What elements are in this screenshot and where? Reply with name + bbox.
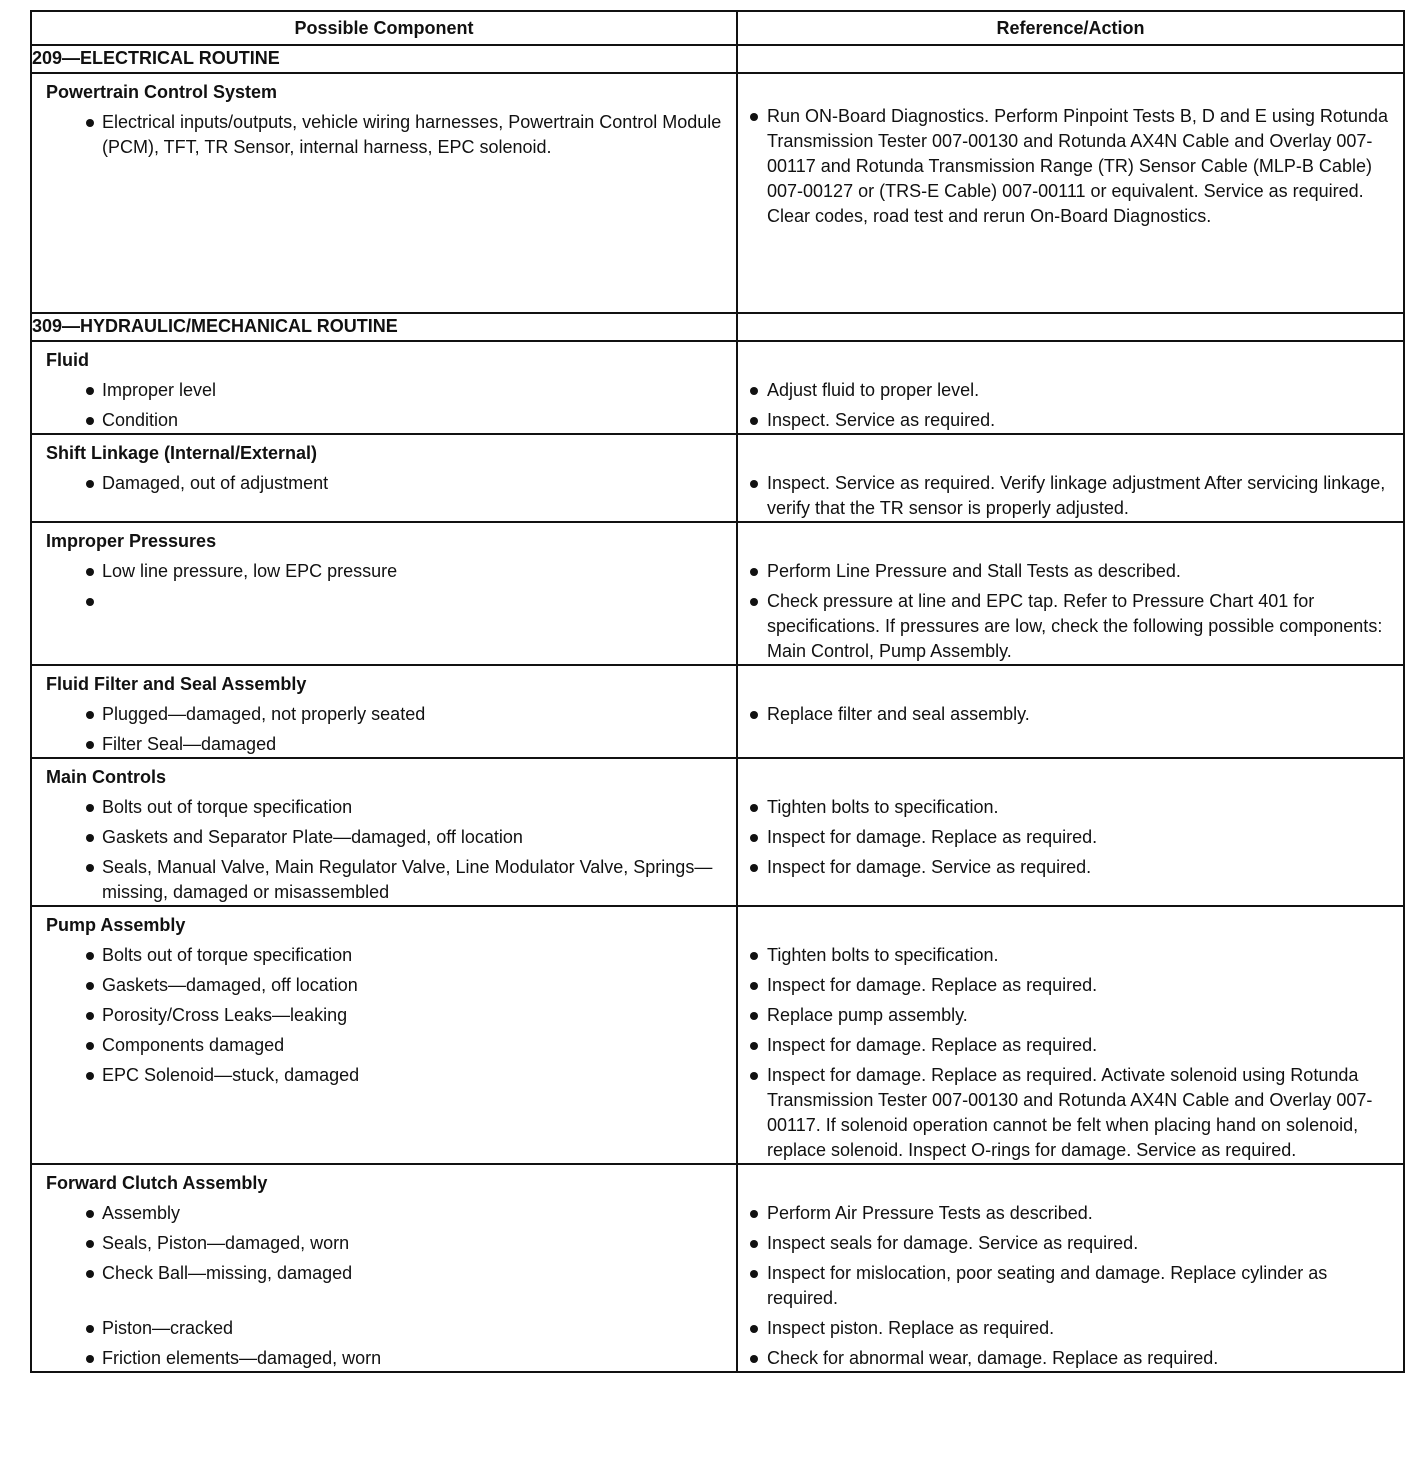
header-row bbox=[31, 11, 1404, 45]
group-title: Shift Linkage (Internal/External) bbox=[46, 443, 318, 463]
action-item: Inspect for mislocation, poor seating and damage. Replace cylinder as required. bbox=[750, 1261, 1403, 1311]
component-cell bbox=[31, 73, 737, 313]
action-cell bbox=[737, 341, 1404, 434]
action-item: Tighten bolts to specification. bbox=[750, 795, 1403, 820]
component-list bbox=[32, 1201, 736, 1371]
group-row-fluid bbox=[31, 341, 1404, 434]
action-item: Replace filter and seal assembly. bbox=[750, 702, 1403, 727]
component-item: Check Ball—missing, damaged bbox=[86, 1261, 736, 1286]
component-item: Porosity/Cross Leaks—leaking bbox=[86, 1003, 736, 1028]
component-item: Assembly bbox=[86, 1201, 736, 1226]
action-item: Inspect for damage. Service as required. bbox=[750, 855, 1403, 880]
action-item: Inspect. Service as required. bbox=[750, 408, 1403, 433]
action-cell bbox=[737, 73, 1404, 313]
action-list bbox=[738, 104, 1403, 229]
component-item: Gaskets and Separator Plate—damaged, off location bbox=[86, 825, 736, 850]
component-item: Piston—cracked bbox=[86, 1316, 736, 1341]
group-row-powertrain-control-system bbox=[31, 73, 1404, 313]
section-title: 209—ELECTRICAL ROUTINE bbox=[31, 45, 737, 73]
group-title: Powertrain Control System bbox=[46, 82, 278, 102]
action-list bbox=[738, 378, 1403, 433]
action-item: Inspect for damage. Replace as required. bbox=[750, 825, 1403, 850]
group-title: Improper Pressures bbox=[46, 531, 217, 551]
group-row-improper-pressures bbox=[31, 522, 1404, 665]
component-item: Bolts out of torque specification bbox=[86, 795, 736, 820]
group-row-fluid-filter bbox=[31, 665, 1404, 758]
component-item: Electrical inputs/outputs, vehicle wiring harnesses, Powertrain Control Module (PCM), TFT, TR Sensor, internal harness, EPC solenoid. bbox=[86, 110, 736, 160]
component-item: Components damaged bbox=[86, 1033, 736, 1058]
action-item: Check for abnormal wear, damage. Replace as required. bbox=[750, 1346, 1403, 1371]
action-list bbox=[738, 702, 1403, 727]
component-list bbox=[32, 110, 736, 160]
component-item: Gaskets—damaged, off location bbox=[86, 973, 736, 998]
component-item: Filter Seal—damaged bbox=[86, 732, 736, 757]
component-item: Seals, Piston—damaged, worn bbox=[86, 1231, 736, 1256]
group-title: Pump Assembly bbox=[46, 915, 186, 935]
component-list bbox=[32, 702, 736, 757]
action-item: Tighten bolts to specification. bbox=[750, 943, 1403, 968]
action-cell bbox=[737, 758, 1404, 906]
group-title: Forward Clutch Assembly bbox=[46, 1173, 268, 1193]
action-list bbox=[738, 559, 1403, 664]
component-item bbox=[86, 589, 736, 614]
group-row-forward-clutch bbox=[31, 1164, 1404, 1372]
component-list bbox=[32, 795, 736, 905]
group-title: Fluid Filter and Seal Assembly bbox=[46, 674, 307, 694]
action-item: Perform Air Pressure Tests as described. bbox=[750, 1201, 1403, 1226]
component-item: EPC Solenoid—stuck, damaged bbox=[86, 1063, 736, 1088]
action-item: Inspect seals for damage. Service as required. bbox=[750, 1231, 1403, 1256]
action-item: Inspect for damage. Replace as required. bbox=[750, 1033, 1403, 1058]
header-reference-action: Reference/Action bbox=[737, 11, 1404, 45]
component-cell bbox=[31, 341, 737, 434]
component-item: Bolts out of torque specification bbox=[86, 943, 736, 968]
action-list bbox=[738, 1201, 1403, 1371]
section-empty-cell bbox=[737, 313, 1404, 341]
section-row-electrical bbox=[31, 45, 1404, 73]
group-title: Main Controls bbox=[46, 767, 166, 787]
component-cell bbox=[31, 906, 737, 1164]
action-list bbox=[738, 795, 1403, 880]
group-title: Fluid bbox=[46, 350, 89, 370]
group-row-main-controls bbox=[31, 758, 1404, 906]
action-item: Check pressure at line and EPC tap. Refer to Pressure Chart 401 for specifications. If pressures are low, check the following possible components: Main Control, Pump Assembly. bbox=[750, 589, 1403, 664]
action-cell bbox=[737, 906, 1404, 1164]
action-item: Perform Line Pressure and Stall Tests as described. bbox=[750, 559, 1403, 584]
section-title: 309—HYDRAULIC/MECHANICAL ROUTINE bbox=[31, 313, 737, 341]
action-list bbox=[738, 471, 1403, 521]
component-list bbox=[32, 471, 736, 496]
group-row-shift-linkage bbox=[31, 434, 1404, 522]
action-item: Inspect. Service as required. Verify linkage adjustment After servicing linkage, verify that the TR sensor is properly adjusted. bbox=[750, 471, 1403, 521]
component-list bbox=[32, 378, 736, 433]
action-item: Inspect piston. Replace as required. bbox=[750, 1316, 1403, 1341]
action-cell bbox=[737, 1164, 1404, 1372]
action-item: Replace pump assembly. bbox=[750, 1003, 1403, 1028]
component-item: Improper level bbox=[86, 378, 736, 403]
component-cell bbox=[31, 758, 737, 906]
action-cell bbox=[737, 434, 1404, 522]
component-item: Damaged, out of adjustment bbox=[86, 471, 736, 496]
component-cell bbox=[31, 665, 737, 758]
header-possible-component: Possible Component bbox=[31, 11, 737, 45]
action-cell bbox=[737, 522, 1404, 665]
component-cell bbox=[31, 522, 737, 665]
group-row-pump-assembly bbox=[31, 906, 1404, 1164]
component-item: Low line pressure, low EPC pressure bbox=[86, 559, 736, 584]
action-list bbox=[738, 943, 1403, 1163]
component-item: Condition bbox=[86, 408, 736, 433]
component-cell bbox=[31, 1164, 737, 1372]
component-item: Seals, Manual Valve, Main Regulator Valve, Line Modulator Valve, Springs—missing, damaged or misassembled bbox=[86, 855, 736, 905]
component-item: Friction elements—damaged, worn bbox=[86, 1346, 736, 1371]
diagnosis-table bbox=[30, 10, 1405, 1373]
section-row-hydraulic-mechanical bbox=[31, 313, 1404, 341]
action-item: Inspect for damage. Replace as required. Activate solenoid using Rotunda Transmission Tester 007-00130 and Rotunda AX4N Cable and Overlay 007-00117. If solenoid operation cannot be felt when placing hand on solenoid, replace solenoid. Inspect O-rings for damage. Service as required. bbox=[750, 1063, 1403, 1163]
component-cell bbox=[31, 434, 737, 522]
action-cell bbox=[737, 665, 1404, 758]
action-item: Adjust fluid to proper level. bbox=[750, 378, 1403, 403]
section-empty-cell bbox=[737, 45, 1404, 73]
component-item: Plugged—damaged, not properly seated bbox=[86, 702, 736, 727]
action-item: Inspect for damage. Replace as required. bbox=[750, 973, 1403, 998]
component-list bbox=[32, 559, 736, 614]
component-list bbox=[32, 943, 736, 1088]
action-item: Run ON-Board Diagnostics. Perform Pinpoint Tests B, D and E using Rotunda Transmission Tester 007-00130 and Rotunda AX4N Cable and Overlay 007-00117 and Rotunda Transmission Range (TR) Sensor Cable (MLP-B Cable) 007-00127 or (TRS-E Cable) 007-00111 or equivalent. Service as required. Clear codes, road test and rerun On-Board Diagnostics. bbox=[750, 104, 1403, 229]
